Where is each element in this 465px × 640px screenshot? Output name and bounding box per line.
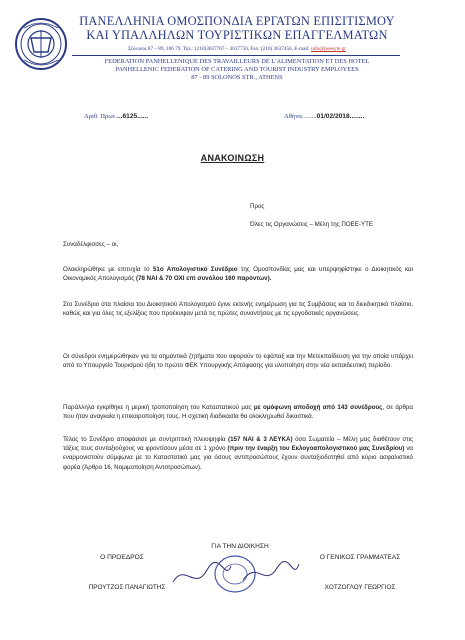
protocol-number-value: ...6125...... xyxy=(116,113,149,120)
org-en-line-3: 87 - 89 SOLONOS STR., ATHENS xyxy=(191,74,283,82)
recipient-label: Προς xyxy=(250,203,265,210)
email-link[interactable]: info@poeeyte.gr xyxy=(311,46,346,52)
p1-text-b: 51ο Απολογιστικό Συνέδριο xyxy=(152,266,238,273)
secretary-title: Ο ΓΕΝΙΚΟΣ ΓΡΑΜΜΑΤΕΑΣ xyxy=(319,554,401,561)
paragraph-5 xyxy=(63,435,413,472)
p1-text-a: Ολοκληρώθηκε με επιτυχία το xyxy=(63,266,153,273)
secretary-name: ΧΟΤΖΟΓΛΟΥ ΓΕΩΡΓΙΟΣ xyxy=(324,584,396,591)
president-title: Ο ΠΡΟΕΔΡΟΣ xyxy=(100,554,144,561)
p4-text-a: Παράλληλα εγκρίθηκε η μερική τροποποίηση του Καταστατικού μας xyxy=(63,404,254,411)
paragraph-1 xyxy=(63,265,413,283)
paragraph-3: Οι σύνεδροι ενημερώθηκαν για τα σημαντικά ζητήματα που αφορούν το εφάπαξ και την Μετεκπαίδευση για την οποία υπάρχει από το Υπουργείο Τουρισμού ήδη το πρώτο ΦΕΚ Υπουργικής Απόφασης για υλοποίηση στην νέα εκπαιδευτική περίοδο. xyxy=(63,353,413,370)
contact-line xyxy=(72,46,402,52)
p4-text-b: με ομόφωνη αποδοχή από 143 συνέδρους xyxy=(253,404,383,411)
protocol-number-label: Αριθ. Πρωτ. xyxy=(84,113,117,120)
org-name-line-1: ΠΑΝΕΛΛΗΝΙΑ ΟΜΟΣΠΟΝΔΙΑ ΕΡΓΑΤΩΝ ΕΠΙΣΙΤΙΣΜΟΥ xyxy=(79,14,395,28)
p5-text-c: όσα Σωματεία – Μέλη μας διαθέτουν στις τάξεις τους συνταξιούχους να φροντίσουν μέσα σε 1 χρόνο xyxy=(63,436,413,453)
date-value: 01/02/2018........ xyxy=(316,113,365,120)
president-name: ΠΡΟΥΤΖΟΣ ΠΑΝΑΓΙΩΤΗΣ xyxy=(88,584,166,591)
p4-text-c: , σε άρθρα που ήταν αναγκαία η επικαιροποίηση τους. Η σχετική διαδικασία θα ολοκληρωθεί δικαστικά. xyxy=(63,404,413,421)
organization-name-greek xyxy=(72,14,402,42)
p1-text-d: (78 ΝΑΙ & 70 ΟΧΙ επί συνόλου 160 παρόντων). xyxy=(136,275,272,283)
salutation: Συναδέλφισσες – οι, xyxy=(63,241,119,248)
board-label: ΓΙΑ ΤΗΝ ΔΙΟΙΚΗΣΗ xyxy=(211,543,269,550)
paragraph-2: Στο Συνέδριο στα πλαίσια του Διοικητικού Απολογισμού έγινε εκτενής ενημέρωση για τις Συμβάσεις και το διεκδικητικό πλαίσιο, καθώς και για όλες τις εξελίξεις που προέκυψαν μετά τις πρώτες συναντήσεις με τις εργοδοτικές οργανώσεις. xyxy=(63,301,413,318)
p5-text-d: (πριν την έναρξη του Εκλογοαπολογιστικού μας Συνεδρίου) xyxy=(227,445,405,453)
p5-text-a: Τέλος το Συνέδριο αποφάσισε με συντριπτική πλειοψηφία xyxy=(63,436,229,443)
organization-name-english xyxy=(72,58,402,83)
p1-text-c: της Ομοσπονδίας μας και υπερψηφίστηκε ο Διοικητικός και Οικονομικός Απολογισμός xyxy=(63,266,413,283)
p5-text-e: να εναρμονιστούν σύμφωνα με το Καταστατικό μας για όσους αντιπροσώπους έχουν συνταξιοδοτηθεί από κύριο ασφαλιστικό φορέα (Άρθρο 16, Νομιμοποίηση Αντιπροσώπων). xyxy=(63,445,413,471)
p5-text-b: (157 ΝΑΙ & 3 ΛΕΥΚΑ) xyxy=(228,436,293,443)
protocol-number xyxy=(84,113,148,120)
paragraph-4 xyxy=(63,403,413,421)
org-en-line-1: FEDERATION PANHELLENIQUE DES TRAVAILLEURS DE L'ALIMENTATION ET DES HOTEL xyxy=(104,58,370,65)
letterhead-divider xyxy=(72,55,400,56)
recipient-text: Όλες τις Οργανώσεις – Μέλη της ΠΟΕΕ-ΥΤΕ xyxy=(250,221,373,228)
date-label: Αθήνα......... xyxy=(284,113,317,120)
org-name-line-2: ΚΑΙ ΥΠΑΛΛΗΛΩΝ ΤΟΥΡΙΣΤΙΚΩΝ ΕΠΑΓΓΕΛΜΑΤΩΝ xyxy=(86,28,388,42)
document-title: ΑΝΑΚΟΙΝΩΣΗ xyxy=(200,153,265,163)
contact-text: Σόλωνος 87 – 89, 106 79, Τηλ.: (210)3637767 – 3637756, Fax: (210) 3637456, E-mail: xyxy=(128,46,312,52)
document-date xyxy=(284,113,364,120)
federation-logo-icon xyxy=(14,16,68,72)
org-en-line-2: PANHELLENIC FEDERATION OF CATERING AND TOURIST INDUSTRY EMPLOYEES xyxy=(115,66,359,74)
signature-stamp-icon xyxy=(165,552,305,596)
